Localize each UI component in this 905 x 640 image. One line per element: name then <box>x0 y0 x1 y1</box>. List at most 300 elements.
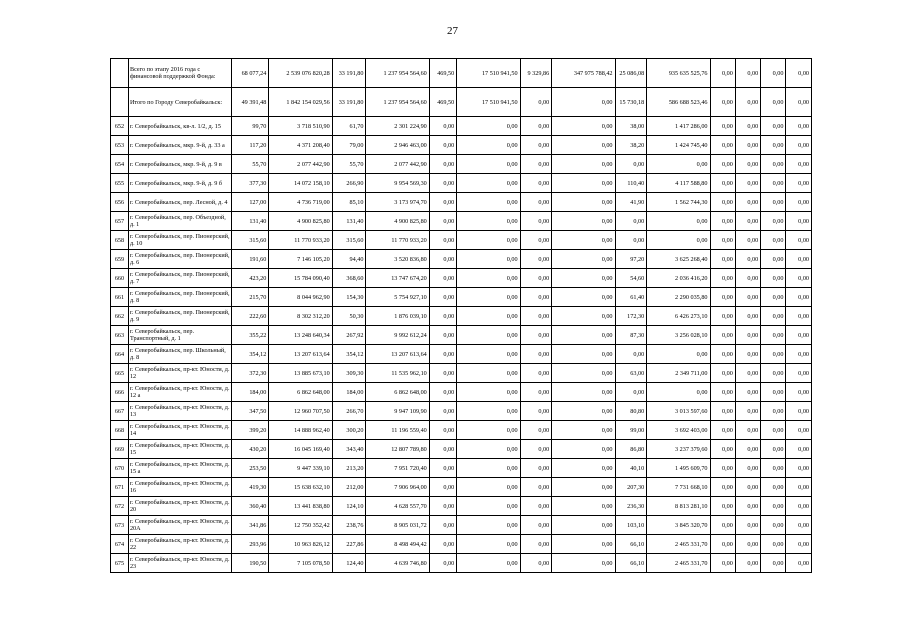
value-cell: 2 036 416,20 <box>647 269 710 288</box>
value-cell: 3 013 597,60 <box>647 402 710 421</box>
value-cell: 315,60 <box>332 231 366 250</box>
value-cell: 117,20 <box>232 136 269 155</box>
value-cell: 0,00 <box>710 212 735 231</box>
value-cell: 0,00 <box>552 478 615 497</box>
value-cell: 25 086,08 <box>615 59 647 88</box>
table-row <box>111 364 812 383</box>
value-cell: 0,00 <box>429 136 456 155</box>
value-cell: 354,12 <box>332 345 366 364</box>
value-cell: 110,40 <box>615 174 647 193</box>
row-number-cell: 657 <box>111 212 129 231</box>
value-cell: 0,00 <box>647 155 710 174</box>
value-cell: 0,00 <box>786 88 812 117</box>
value-cell: 0,00 <box>520 326 552 345</box>
value-cell: 0,00 <box>615 155 647 174</box>
value-cell: 0,00 <box>457 269 520 288</box>
table-row <box>111 117 812 136</box>
value-cell: 0,00 <box>761 250 786 269</box>
value-cell: 0,00 <box>429 326 456 345</box>
value-cell: 315,60 <box>232 231 269 250</box>
value-cell: 0,00 <box>429 345 456 364</box>
value-cell: 11 535 962,10 <box>366 364 429 383</box>
value-cell: 0,00 <box>552 155 615 174</box>
value-cell: 79,00 <box>332 136 366 155</box>
value-cell: 0,00 <box>520 402 552 421</box>
value-cell: 0,00 <box>786 212 812 231</box>
table-row <box>111 288 812 307</box>
address-cell: г. Северобайкальск, пер. Пионерский, д. 8 <box>128 288 231 307</box>
value-cell: 0,00 <box>520 269 552 288</box>
row-number-cell: 652 <box>111 117 129 136</box>
value-cell: 0,00 <box>761 117 786 136</box>
value-cell: 0,00 <box>710 554 735 573</box>
value-cell: 0,00 <box>457 440 520 459</box>
value-cell: 0,00 <box>552 269 615 288</box>
value-cell: 0,00 <box>710 231 735 250</box>
value-cell: 0,00 <box>457 193 520 212</box>
table-row <box>111 383 812 402</box>
value-cell: 9 947 109,90 <box>366 402 429 421</box>
value-cell: 0,00 <box>552 288 615 307</box>
value-cell: 266,70 <box>332 402 366 421</box>
address-cell: г. Северобайкальск, мкр. 9-й, д. 33 а <box>128 136 231 155</box>
address-cell: г. Северобайкальск, пр-кт. Юности, д. 22 <box>128 535 231 554</box>
value-cell: 0,00 <box>520 174 552 193</box>
address-cell: г. Северобайкальск, пер. Лесной, д. 4 <box>128 193 231 212</box>
value-cell: 0,00 <box>552 231 615 250</box>
value-cell: 372,30 <box>232 364 269 383</box>
value-cell: 0,00 <box>761 535 786 554</box>
address-cell: г. Северобайкальск, пр-кт. Юности, д. 15 а <box>128 459 231 478</box>
table-row <box>111 231 812 250</box>
value-cell: 99,70 <box>232 117 269 136</box>
value-cell: 8 302 312,20 <box>269 307 332 326</box>
value-cell: 0,00 <box>710 250 735 269</box>
value-cell: 0,00 <box>786 326 812 345</box>
value-cell: 212,00 <box>332 478 366 497</box>
value-cell: 0,00 <box>786 117 812 136</box>
value-cell: 0,00 <box>615 345 647 364</box>
value-cell: 13 885 673,10 <box>269 364 332 383</box>
value-cell: 0,00 <box>457 345 520 364</box>
value-cell: 227,86 <box>332 535 366 554</box>
address-cell: г. Северобайкальск, пр-кт. Юности, д. 12 <box>128 364 231 383</box>
value-cell: 0,00 <box>520 535 552 554</box>
value-cell: 3 237 379,60 <box>647 440 710 459</box>
value-cell: 0,00 <box>552 402 615 421</box>
value-cell: 9 954 569,30 <box>366 174 429 193</box>
address-cell: г. Северобайкальск, пр-кт. Юности, д. 20 <box>128 497 231 516</box>
value-cell: 469,50 <box>429 59 456 88</box>
value-cell: 7 146 105,20 <box>269 250 332 269</box>
value-cell: 15 730,18 <box>615 88 647 117</box>
value-cell: 190,50 <box>232 554 269 573</box>
value-cell: 0,00 <box>710 59 735 88</box>
value-cell: 419,30 <box>232 478 269 497</box>
value-cell: 300,20 <box>332 421 366 440</box>
value-cell: 0,00 <box>735 440 760 459</box>
value-cell: 0,00 <box>429 497 456 516</box>
row-number-cell: 665 <box>111 364 129 383</box>
value-cell: 0,00 <box>710 497 735 516</box>
value-cell: 0,00 <box>710 193 735 212</box>
value-cell: 94,40 <box>332 250 366 269</box>
value-cell: 368,60 <box>332 269 366 288</box>
value-cell: 0,00 <box>761 136 786 155</box>
value-cell: 0,00 <box>761 326 786 345</box>
value-cell: 0,00 <box>761 516 786 535</box>
address-cell: г. Северобайкальск, мкр. 9-й, д. 9 в <box>128 155 231 174</box>
value-cell: 0,00 <box>710 288 735 307</box>
row-number-cell: 666 <box>111 383 129 402</box>
address-cell: г. Северобайкальск, кв-л. 1/2, д. 15 <box>128 117 231 136</box>
value-cell: 154,30 <box>332 288 366 307</box>
value-cell: 0,00 <box>429 288 456 307</box>
value-cell: 13 441 838,80 <box>269 497 332 516</box>
value-cell: 0,00 <box>786 497 812 516</box>
value-cell: 7 951 720,40 <box>366 459 429 478</box>
value-cell: 0,00 <box>457 117 520 136</box>
value-cell: 0,00 <box>786 288 812 307</box>
value-cell: 0,00 <box>786 136 812 155</box>
value-cell: 0,00 <box>520 155 552 174</box>
value-cell: 0,00 <box>457 364 520 383</box>
row-number-cell: 655 <box>111 174 129 193</box>
value-cell: 0,00 <box>710 383 735 402</box>
address-cell: г. Северобайкальск, пр-кт. Юности, д. 12 а <box>128 383 231 402</box>
value-cell: 0,00 <box>615 383 647 402</box>
value-cell: 0,00 <box>457 421 520 440</box>
value-cell: 0,00 <box>710 155 735 174</box>
value-cell: 0,00 <box>457 516 520 535</box>
table-body <box>111 59 812 573</box>
value-cell: 354,12 <box>232 345 269 364</box>
value-cell: 0,00 <box>761 402 786 421</box>
value-cell: 0,00 <box>761 383 786 402</box>
value-cell: 0,00 <box>429 155 456 174</box>
address-cell: г. Северобайкальск, пр-кт. Юности, д. 23 <box>128 554 231 573</box>
value-cell: 0,00 <box>647 345 710 364</box>
value-cell: 0,00 <box>735 288 760 307</box>
value-cell: 0,00 <box>429 174 456 193</box>
value-cell: 0,00 <box>457 155 520 174</box>
value-cell: 4 628 557,70 <box>366 497 429 516</box>
row-number-cell: 670 <box>111 459 129 478</box>
value-cell: 0,00 <box>615 212 647 231</box>
value-cell: 55,70 <box>332 155 366 174</box>
value-cell: 0,00 <box>429 212 456 231</box>
housing-program-table <box>110 58 812 573</box>
value-cell: 14 072 158,10 <box>269 174 332 193</box>
value-cell: 0,00 <box>761 478 786 497</box>
value-cell: 0,00 <box>457 307 520 326</box>
value-cell: 0,00 <box>761 345 786 364</box>
row-number-cell: 656 <box>111 193 129 212</box>
value-cell: 124,10 <box>332 497 366 516</box>
value-cell: 0,00 <box>457 478 520 497</box>
value-cell: 0,00 <box>761 269 786 288</box>
value-cell: 4 639 746,80 <box>366 554 429 573</box>
value-cell: 0,00 <box>429 402 456 421</box>
address-cell: г. Северобайкальск, пр-кт. Юности, д. 14 <box>128 421 231 440</box>
table-row <box>111 440 812 459</box>
row-number-cell: 660 <box>111 269 129 288</box>
value-cell: 0,00 <box>710 440 735 459</box>
address-cell: г. Северобайкальск, пер. Транспортный, д. 1 <box>128 326 231 345</box>
value-cell: 184,00 <box>232 383 269 402</box>
value-cell: 0,00 <box>786 535 812 554</box>
value-cell: 41,90 <box>615 193 647 212</box>
value-cell: 14 888 962,40 <box>269 421 332 440</box>
value-cell: 0,00 <box>429 269 456 288</box>
value-cell: 3 520 836,80 <box>366 250 429 269</box>
value-cell: 0,00 <box>520 117 552 136</box>
value-cell: 11 770 933,20 <box>269 231 332 250</box>
value-cell: 0,00 <box>429 459 456 478</box>
value-cell: 172,30 <box>615 307 647 326</box>
value-cell: 0,00 <box>520 554 552 573</box>
table-row <box>111 554 812 573</box>
value-cell: 0,00 <box>710 516 735 535</box>
table-row <box>111 212 812 231</box>
value-cell: 0,00 <box>429 421 456 440</box>
value-cell: 0,00 <box>735 231 760 250</box>
value-cell: 0,00 <box>457 136 520 155</box>
value-cell: 3 692 403,00 <box>647 421 710 440</box>
value-cell: 0,00 <box>552 459 615 478</box>
value-cell: 0,00 <box>761 88 786 117</box>
value-cell: 0,00 <box>552 212 615 231</box>
value-cell: 586 688 523,46 <box>647 88 710 117</box>
value-cell: 49 391,48 <box>232 88 269 117</box>
value-cell: 2 077 442,90 <box>366 155 429 174</box>
value-cell: 2 290 035,80 <box>647 288 710 307</box>
row-number-cell: 661 <box>111 288 129 307</box>
value-cell: 97,20 <box>615 250 647 269</box>
value-cell: 8 813 281,10 <box>647 497 710 516</box>
value-cell: 0,00 <box>457 554 520 573</box>
value-cell: 12 750 352,42 <box>269 516 332 535</box>
value-cell: 0,00 <box>429 440 456 459</box>
value-cell: 0,00 <box>520 459 552 478</box>
value-cell: 6 426 273,10 <box>647 307 710 326</box>
value-cell: 131,40 <box>332 212 366 231</box>
value-cell: 0,00 <box>429 364 456 383</box>
value-cell: 0,00 <box>520 307 552 326</box>
address-cell: г. Северобайкальск, пер. Пионерский, д. 7 <box>128 269 231 288</box>
value-cell: 99,00 <box>615 421 647 440</box>
value-cell: 0,00 <box>457 288 520 307</box>
row-number-cell: 663 <box>111 326 129 345</box>
value-cell: 222,60 <box>232 307 269 326</box>
value-cell: 0,00 <box>552 364 615 383</box>
value-cell: 0,00 <box>761 364 786 383</box>
value-cell: 236,30 <box>615 497 647 516</box>
value-cell: 13 207 613,64 <box>269 345 332 364</box>
value-cell: 1 237 954 564,60 <box>366 88 429 117</box>
value-cell: 8 498 494,42 <box>366 535 429 554</box>
value-cell: 215,70 <box>232 288 269 307</box>
value-cell: 0,00 <box>457 459 520 478</box>
value-cell: 0,00 <box>735 516 760 535</box>
table-row <box>111 421 812 440</box>
value-cell: 0,00 <box>552 497 615 516</box>
value-cell: 4 900 825,80 <box>269 212 332 231</box>
value-cell: 2 077 442,90 <box>269 155 332 174</box>
value-cell: 0,00 <box>552 421 615 440</box>
value-cell: 184,00 <box>332 383 366 402</box>
value-cell: 0,00 <box>735 345 760 364</box>
value-cell: 0,00 <box>761 174 786 193</box>
address-cell: г. Северобайкальск, мкр. 9-й, д. 9 б <box>128 174 231 193</box>
summary-row <box>111 88 812 117</box>
value-cell: 6 862 648,00 <box>366 383 429 402</box>
value-cell: 267,92 <box>332 326 366 345</box>
value-cell: 0,00 <box>429 117 456 136</box>
summary-label-cell: Итого по Городу Северобайкальск: <box>128 88 231 117</box>
table-row <box>111 478 812 497</box>
value-cell: 0,00 <box>786 478 812 497</box>
value-cell: 0,00 <box>786 269 812 288</box>
value-cell: 7 731 668,10 <box>647 478 710 497</box>
value-cell: 0,00 <box>735 478 760 497</box>
address-cell: г. Северобайкальск, пер. Пионерский, д. 6 <box>128 250 231 269</box>
value-cell: 0,00 <box>552 307 615 326</box>
value-cell: 0,00 <box>786 516 812 535</box>
value-cell: 12 960 707,50 <box>269 402 332 421</box>
value-cell: 0,00 <box>429 193 456 212</box>
value-cell: 0,00 <box>735 535 760 554</box>
value-cell: 38,00 <box>615 117 647 136</box>
value-cell: 7 906 964,00 <box>366 478 429 497</box>
value-cell: 4 371 208,40 <box>269 136 332 155</box>
table-row <box>111 136 812 155</box>
value-cell: 0,00 <box>457 231 520 250</box>
value-cell: 0,00 <box>520 383 552 402</box>
value-cell: 355,22 <box>232 326 269 345</box>
row-number-cell: 654 <box>111 155 129 174</box>
value-cell: 1 842 154 029,56 <box>269 88 332 117</box>
value-cell: 0,00 <box>786 440 812 459</box>
value-cell: 0,00 <box>735 307 760 326</box>
value-cell: 0,00 <box>552 136 615 155</box>
value-cell: 0,00 <box>710 535 735 554</box>
value-cell: 9 992 612,24 <box>366 326 429 345</box>
value-cell: 127,00 <box>232 193 269 212</box>
value-cell: 66,10 <box>615 535 647 554</box>
value-cell: 0,00 <box>647 383 710 402</box>
value-cell: 0,00 <box>520 516 552 535</box>
value-cell: 9 329,86 <box>520 59 552 88</box>
value-cell: 0,00 <box>552 516 615 535</box>
value-cell: 347 975 788,42 <box>552 59 615 88</box>
value-cell: 0,00 <box>457 174 520 193</box>
table-row <box>111 535 812 554</box>
value-cell: 0,00 <box>520 364 552 383</box>
value-cell: 0,00 <box>552 88 615 117</box>
value-cell: 0,00 <box>735 383 760 402</box>
value-cell: 430,20 <box>232 440 269 459</box>
table-row <box>111 459 812 478</box>
value-cell: 0,00 <box>761 59 786 88</box>
value-cell: 0,00 <box>735 269 760 288</box>
value-cell: 16 045 169,40 <box>269 440 332 459</box>
value-cell: 33 191,80 <box>332 59 366 88</box>
value-cell: 0,00 <box>457 535 520 554</box>
value-cell: 0,00 <box>735 117 760 136</box>
value-cell: 0,00 <box>520 478 552 497</box>
value-cell: 8 905 031,72 <box>366 516 429 535</box>
table-row <box>111 269 812 288</box>
value-cell: 0,00 <box>735 364 760 383</box>
value-cell: 0,00 <box>735 402 760 421</box>
value-cell: 0,00 <box>457 250 520 269</box>
value-cell: 0,00 <box>786 250 812 269</box>
value-cell: 0,00 <box>710 88 735 117</box>
table-row <box>111 497 812 516</box>
value-cell: 1 876 039,10 <box>366 307 429 326</box>
address-cell: г. Северобайкальск, пер. Пионерский, д. 10 <box>128 231 231 250</box>
table-row <box>111 402 812 421</box>
value-cell: 15 638 632,10 <box>269 478 332 497</box>
value-cell: 15 784 090,40 <box>269 269 332 288</box>
value-cell: 6 862 648,00 <box>269 383 332 402</box>
value-cell: 0,00 <box>761 554 786 573</box>
summary-label-cell: Всего по этапу 2016 года с финансовой поддержкой Фонда: <box>128 59 231 88</box>
summary-row <box>111 59 812 88</box>
value-cell: 0,00 <box>786 364 812 383</box>
row-number-cell: 669 <box>111 440 129 459</box>
value-cell: 0,00 <box>786 174 812 193</box>
value-cell: 0,00 <box>552 440 615 459</box>
value-cell: 9 447 339,10 <box>269 459 332 478</box>
value-cell: 5 754 927,10 <box>366 288 429 307</box>
row-number-cell <box>111 59 129 88</box>
value-cell: 2 349 711,00 <box>647 364 710 383</box>
value-cell: 0,00 <box>615 231 647 250</box>
value-cell: 399,20 <box>232 421 269 440</box>
value-cell: 0,00 <box>520 136 552 155</box>
address-cell: г. Северобайкальск, пер. Школьный, д. 8 <box>128 345 231 364</box>
value-cell: 4 900 825,80 <box>366 212 429 231</box>
row-number-cell: 667 <box>111 402 129 421</box>
table-row <box>111 307 812 326</box>
value-cell: 191,60 <box>232 250 269 269</box>
value-cell: 0,00 <box>761 497 786 516</box>
value-cell: 360,40 <box>232 497 269 516</box>
page-number: 27 <box>447 25 458 37</box>
value-cell: 2 465 331,70 <box>647 554 710 573</box>
value-cell: 0,00 <box>786 459 812 478</box>
value-cell: 13 248 640,34 <box>269 326 332 345</box>
value-cell: 13 207 613,64 <box>366 345 429 364</box>
value-cell: 0,00 <box>429 516 456 535</box>
value-cell: 0,00 <box>735 250 760 269</box>
value-cell: 0,00 <box>457 383 520 402</box>
value-cell: 4 736 719,00 <box>269 193 332 212</box>
value-cell: 0,00 <box>520 193 552 212</box>
value-cell: 86,80 <box>615 440 647 459</box>
value-cell: 8 044 962,90 <box>269 288 332 307</box>
value-cell: 0,00 <box>710 345 735 364</box>
value-cell: 85,10 <box>332 193 366 212</box>
value-cell: 0,00 <box>786 421 812 440</box>
value-cell: 11 770 933,20 <box>366 231 429 250</box>
value-cell: 0,00 <box>647 212 710 231</box>
value-cell: 11 196 559,40 <box>366 421 429 440</box>
value-cell: 0,00 <box>457 326 520 345</box>
value-cell: 0,00 <box>457 402 520 421</box>
